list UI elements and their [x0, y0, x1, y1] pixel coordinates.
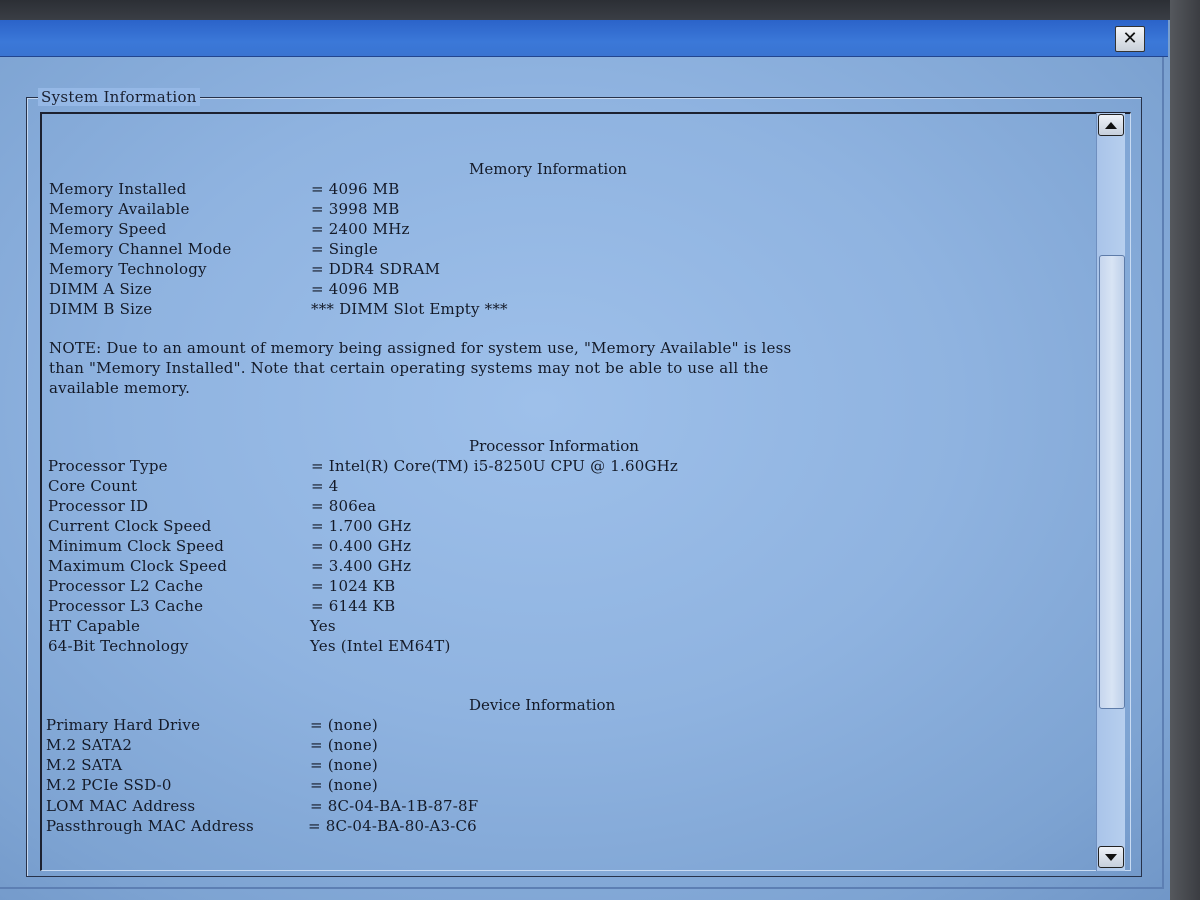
row-value: Yes (Intel EM64T): [310, 637, 451, 655]
row-value: = 806ea: [311, 497, 377, 515]
row-value: = 0.400 GHz: [311, 537, 412, 555]
row-label: Current Clock Speed: [48, 517, 212, 535]
row-value: = 1.700 GHz: [311, 517, 412, 535]
row-label: LOM MAC Address: [46, 797, 196, 815]
row-label: Minimum Clock Speed: [48, 537, 225, 555]
row-label: DIMM B Size: [49, 300, 153, 318]
row-label: M.2 SATA: [46, 756, 123, 774]
memory-section-title: Memory Information: [469, 160, 627, 178]
row-label: Processor Type: [48, 457, 168, 475]
scroll-down-button[interactable]: [1098, 846, 1124, 868]
row-value: = 1024 KB: [311, 577, 396, 595]
groupbox-title: System Information: [38, 88, 200, 106]
row-value: Yes: [310, 617, 336, 635]
row-label: Primary Hard Drive: [46, 716, 201, 734]
row-label: M.2 SATA2: [46, 736, 133, 754]
row-value: = 8C-04-BA-1B-87-8F: [310, 797, 479, 815]
row-value: = 8C-04-BA-80-A3-C6: [308, 817, 477, 835]
arrow-down-icon: [1105, 854, 1117, 861]
row-label: Processor L3 Cache: [48, 597, 204, 615]
window-title-bar: [0, 20, 1168, 57]
row-label: Core Count: [48, 477, 138, 495]
row-label: Maximum Clock Speed: [48, 557, 228, 575]
arrow-up-icon: [1105, 122, 1117, 129]
row-value: = 4096 MB: [311, 280, 400, 298]
memory-note-line: NOTE: Due to an amount of memory being assigned for system use, "Memory Available" is less: [49, 339, 792, 357]
system-info-content-panel: [40, 112, 1131, 871]
memory-note-line: than "Memory Installed". Note that certain operating systems may not be able to use all the: [49, 359, 769, 377]
row-label: Processor L2 Cache: [48, 577, 204, 595]
row-label: Processor ID: [48, 497, 149, 515]
row-label: Memory Installed: [49, 180, 187, 198]
monitor-bezel-right: [1170, 0, 1200, 900]
row-label: HT Capable: [48, 617, 141, 635]
row-label: 64-Bit Technology: [48, 637, 189, 655]
row-label: DIMM A Size: [49, 280, 153, 298]
row-label: Memory Speed: [49, 220, 167, 238]
row-label: Memory Channel Mode: [49, 240, 232, 258]
memory-note-line: available memory.: [49, 379, 191, 397]
scrollbar-thumb[interactable]: [1099, 255, 1125, 709]
row-value: = 2400 MHz: [311, 220, 410, 238]
row-value: = Single: [311, 240, 378, 258]
row-value: = 4096 MB: [311, 180, 400, 198]
row-label: Memory Technology: [49, 260, 207, 278]
row-value: = (none): [310, 776, 378, 794]
close-button[interactable]: [1115, 26, 1145, 52]
monitor-bezel-top: [0, 0, 1200, 20]
processor-section-title: Processor Information: [469, 437, 639, 455]
row-value: = 6144 KB: [311, 597, 396, 615]
row-value: = Intel(R) Core(TM) i5-8250U CPU @ 1.60GHz: [311, 457, 679, 475]
row-value: = (none): [310, 716, 378, 734]
scroll-up-button[interactable]: [1098, 114, 1124, 136]
device-section-title: Device Information: [469, 696, 616, 714]
close-icon: ✕: [1122, 28, 1138, 49]
row-value: = (none): [310, 756, 378, 774]
row-value: *** DIMM Slot Empty ***: [311, 300, 508, 318]
row-label: Memory Available: [49, 200, 190, 218]
row-value: = 4: [311, 477, 339, 495]
row-label: Passthrough MAC Address: [46, 817, 254, 835]
row-value: = 3.400 GHz: [311, 557, 412, 575]
row-value: = 3998 MB: [311, 200, 400, 218]
row-value: = DDR4 SDRAM: [311, 260, 441, 278]
row-value: = (none): [310, 736, 378, 754]
row-label: M.2 PCIe SSD-0: [46, 776, 172, 794]
